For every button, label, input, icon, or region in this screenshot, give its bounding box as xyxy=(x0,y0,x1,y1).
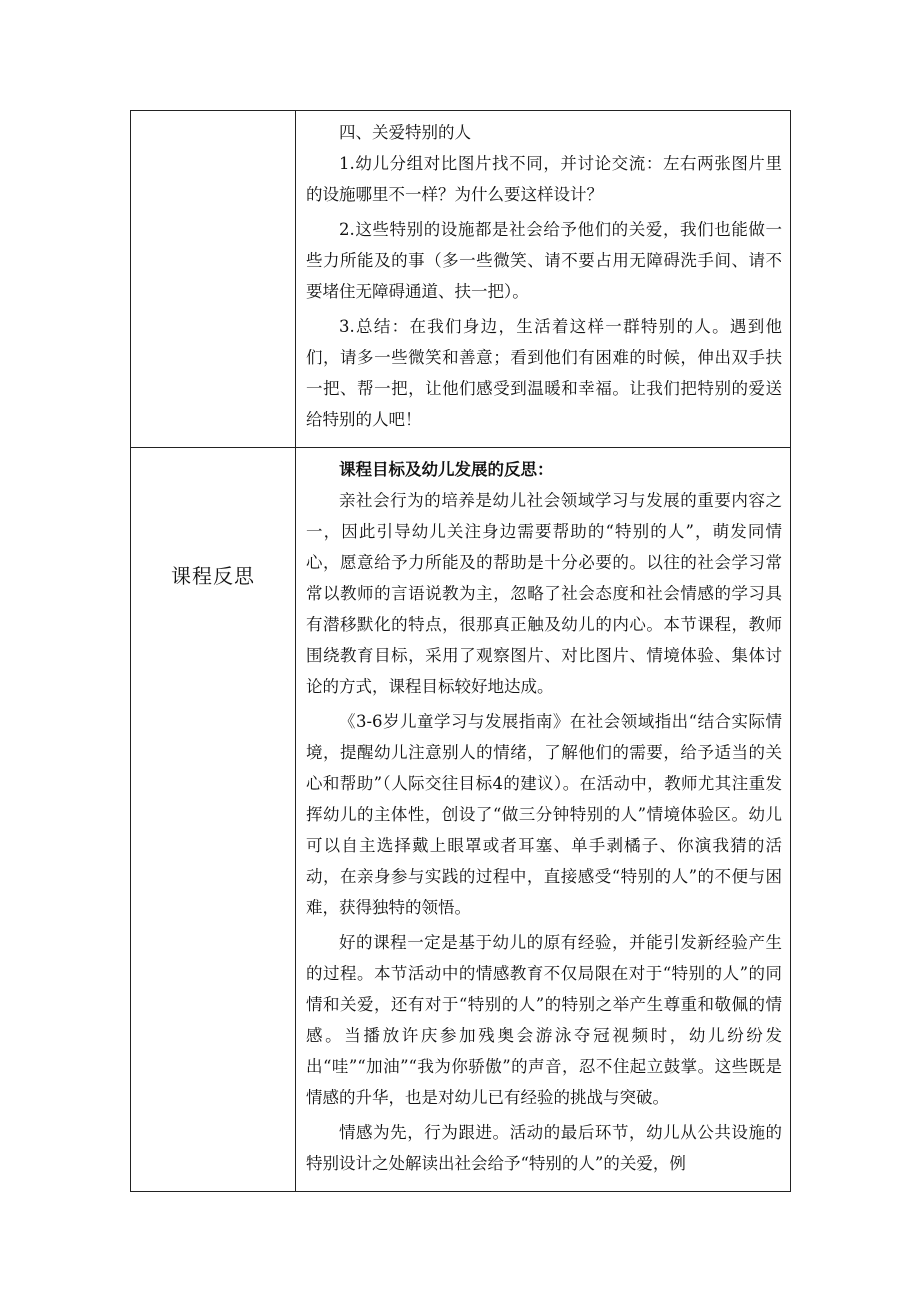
reflection-heading: 课程目标及幼儿发展的反思： xyxy=(339,460,554,479)
row-label xyxy=(131,111,295,447)
left-cell-empty xyxy=(131,111,296,448)
reflection-paragraph-3: 好的课程一定是基于幼儿的原有经验，并能引发新经验产生的过程。本节活动中的情感教育不仅局限在对于“特别的人”的同情和关爱，还有对于“特别的人”的特别之举产生尊重和敬佩的情感。当播放许庆参加残奥会游泳夺冠视频时，幼儿纷纷发出“哇”“加油”“我为你骄傲”的声音，忍不住起立鼓掌。这些既是情感的升华，也是对幼儿已有经验的挑战与突破。 xyxy=(306,933,782,1107)
reflection-paragraph-1: 亲社会行为的培养是幼儿社会领域学习与发展的重要内容之一，因此引导幼儿关注身边需要帮助的“特别的人”，萌发同情心，愿意给予力所能及的帮助是十分必要的。以往的社会学习常常以教师的言语说教为主，忽略了社会态度和社会情感的学习具有潜移默化的特点，很那真正触及幼儿的内心。本节课程，教师围绕教育目标，采用了观察图片、对比图片、情境体验、集体讨论的方式，课程目标较好地达成。 xyxy=(306,491,782,696)
paragraph-2: 2.这些特别的设施都是社会给予他们的关爱，我们也能做一些力所能及的事（多一些微笑、请不要占用无障碍洗手间、请不要堵住无障碍通道、扶一把）。 xyxy=(306,220,782,301)
right-cell-reflection xyxy=(296,448,791,1192)
right-cell-activity xyxy=(296,111,791,448)
table-row-activity xyxy=(131,111,791,448)
section-heading: 四、关爱特别的人 xyxy=(339,123,471,142)
document-table xyxy=(130,110,791,1192)
reflection-paragraph-4: 情感为先，行为跟进。活动的最后环节，幼儿从公共设施的特别设计之处解读出社会给予“特别的人”的关爱，例 xyxy=(306,1123,782,1173)
paragraph-3: 3.总结：在我们身边，生活着这样一群特别的人。遇到他们，请多一些微笑和善意；看到他们有困难的时候，伸出双手扶一把、帮一把，让他们感受到温暖和幸福。让我们把特别的爱送给特别的人吧！ xyxy=(306,317,782,429)
table-row-reflection xyxy=(131,448,791,1192)
row-label-reflection: 课程反思 xyxy=(171,564,255,588)
left-cell-label xyxy=(131,448,296,1192)
reflection-paragraph-2: 《3-6岁儿童学习与发展指南》在社会领域指出“结合实际情境，提醒幼儿注意别人的情绪，了解他们的需要，给予适当的关心和帮助”（人际交往目标4的建议）。在活动中，教师尤其注重发挥幼儿的主体性，创设了“做三分钟特别的人”情境体验区。幼儿可以自主选择戴上眼罩或者耳塞、单手剥橘子、你演我猜的活动，在亲身参与实践的过程中，直接感受“特别的人”的不便与困难，获得独特的领悟。 xyxy=(306,712,782,917)
paragraph-1: 1.幼儿分组对比图片找不同，并讨论交流：左右两张图片里的设施哪里不一样？为什么要这样设计？ xyxy=(306,154,782,204)
